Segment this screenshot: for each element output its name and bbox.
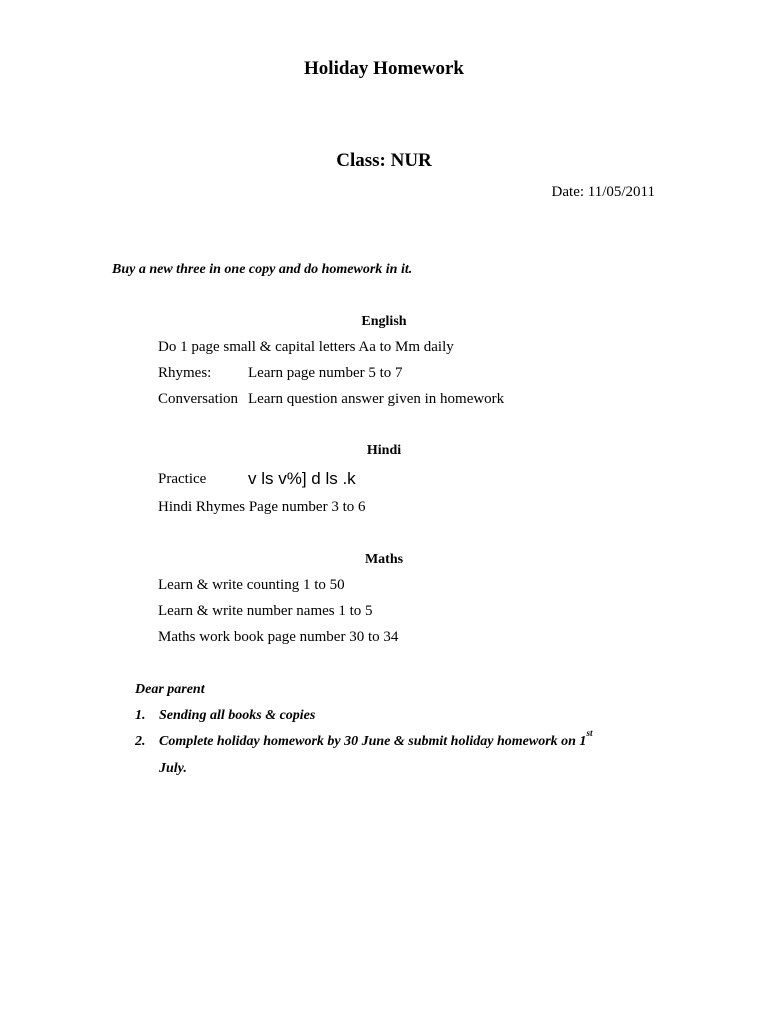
note-item-1-number: 1. bbox=[135, 708, 146, 723]
note-item-2 bbox=[135, 728, 593, 749]
instruction-line: Buy a new three in one copy and do homework in it. bbox=[112, 262, 413, 277]
conversation-label: Conversation bbox=[158, 391, 238, 407]
english-rhymes-row bbox=[158, 366, 403, 381]
date-line: Date: 11/05/2011 bbox=[551, 184, 655, 200]
document-title: Holiday Homework bbox=[304, 58, 464, 79]
english-line-1: Do 1 page small & capital letters Aa to Mm daily bbox=[158, 339, 454, 355]
maths-line-2: Learn & write number names 1 to 5 bbox=[158, 603, 373, 619]
conversation-text: Learn question answer given in homework bbox=[248, 391, 505, 407]
maths-line-3: Maths work book page number 30 to 34 bbox=[158, 629, 399, 645]
class-title: Class: NUR bbox=[336, 150, 432, 171]
english-heading: English bbox=[361, 314, 407, 329]
maths-line-1: Learn & write counting 1 to 50 bbox=[158, 577, 345, 593]
english-conversation-row bbox=[158, 392, 504, 407]
note-greeting: Dear parent bbox=[135, 682, 205, 697]
hindi-rhymes-line: Hindi Rhymes Page number 3 to 6 bbox=[158, 499, 366, 515]
rhymes-text: Learn page number 5 to 7 bbox=[248, 365, 403, 381]
note-item-1 bbox=[135, 709, 315, 723]
rhymes-label: Rhymes: bbox=[158, 365, 212, 381]
note-item-2-number: 2. bbox=[135, 734, 146, 749]
note-item-2-superscript: st bbox=[586, 728, 593, 739]
hindi-practice-label: Practice bbox=[158, 471, 207, 487]
note-item-2-continuation: July. bbox=[159, 761, 187, 776]
note-item-2-text: Complete holiday homework by 30 June & submit holiday homework on 1 bbox=[159, 734, 587, 749]
maths-heading: Maths bbox=[364, 552, 404, 567]
note-item-1-text: Sending all books & copies bbox=[159, 708, 316, 723]
hindi-heading: Hindi bbox=[366, 443, 402, 458]
hindi-practice-text: v ls v%] d ls .k bbox=[248, 469, 356, 488]
